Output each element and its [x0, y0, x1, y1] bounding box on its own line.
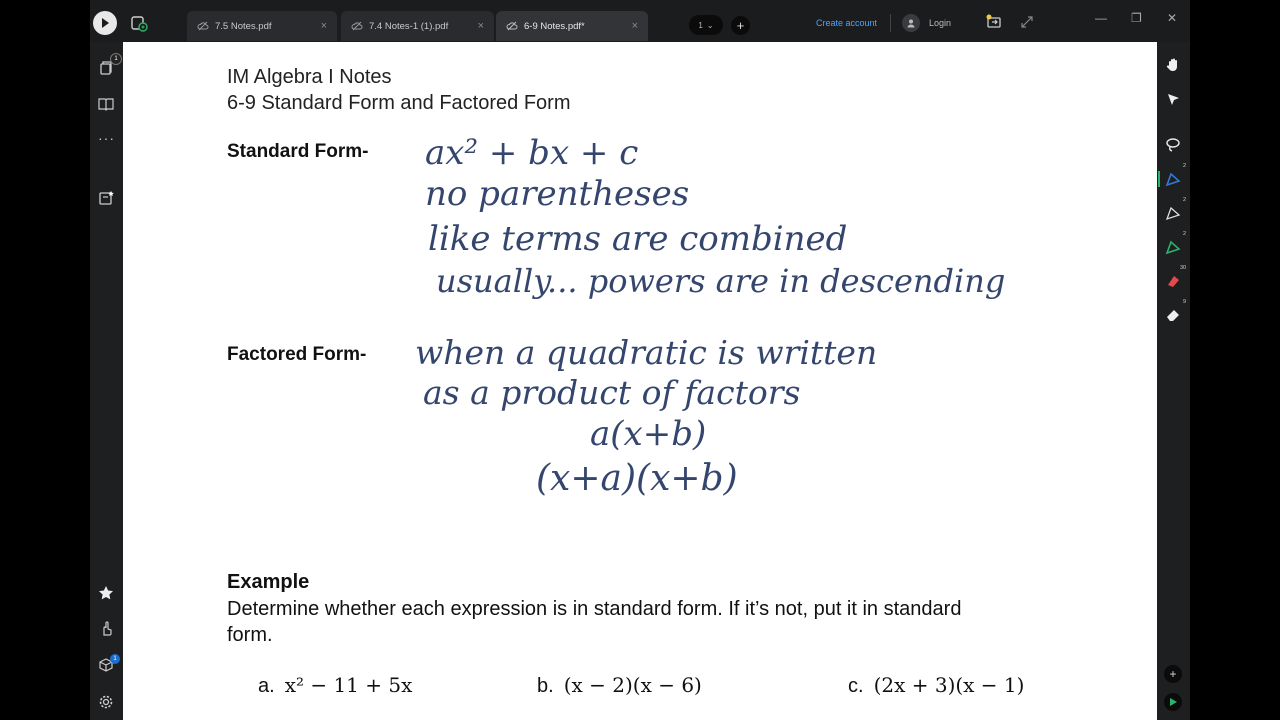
- cloud-icon: [351, 21, 363, 31]
- ink-standard-line-1: ax² + bx + c: [425, 133, 639, 173]
- handwriting-layer: [123, 42, 1157, 562]
- problem-expression: x² − 11 + 5x: [284, 673, 413, 697]
- login-link[interactable]: Login: [929, 18, 952, 28]
- problem-expression: (x − 2)(x − 6): [563, 673, 702, 697]
- problem-c: [848, 673, 1024, 698]
- ink-factored-line-3: a(x+b): [590, 414, 707, 454]
- create-account-link[interactable]: Create account: [816, 18, 878, 28]
- title-line-1: IM Algebra I Notes: [227, 66, 392, 88]
- pen-green-icon[interactable]: [1165, 239, 1181, 255]
- assistant-icon[interactable]: [1164, 693, 1182, 711]
- pen-size: 30: [1180, 265, 1187, 271]
- tab-label: 7.4 Notes-1 (1).pdf: [369, 20, 449, 32]
- eraser-icon[interactable]: [1165, 307, 1181, 323]
- pen-black-icon[interactable]: [1165, 205, 1181, 221]
- highlighter-icon[interactable]: [1165, 273, 1181, 289]
- tab-7-5-notes[interactable]: [187, 11, 337, 41]
- tab-7-4-notes[interactable]: [341, 11, 494, 41]
- factored-form-label: Factored Form-: [227, 344, 367, 365]
- problem-letter: c.: [848, 675, 864, 697]
- example-instructions: Determine whether each expression is in standard form. If it’s not, put it in standard form.: [227, 598, 962, 646]
- notification-badge: 1: [110, 654, 120, 664]
- app-logo-icon[interactable]: [93, 11, 117, 35]
- close-icon[interactable]: ×: [631, 20, 638, 32]
- pen-size: 2: [1183, 231, 1187, 237]
- cloud-icon: [506, 21, 518, 31]
- cloud-icon: [197, 21, 209, 31]
- ink-factored-line-2: as a product of factors: [423, 373, 801, 412]
- close-window-icon[interactable]: ✕: [1167, 11, 1178, 25]
- problem-letter: b.: [537, 675, 554, 697]
- title-line-2: 6-9 Standard Form and Factored Form: [227, 92, 571, 114]
- expand-icon[interactable]: [1019, 14, 1035, 30]
- tab-6-9-notes[interactable]: [496, 11, 648, 41]
- present-icon[interactable]: [986, 14, 1002, 30]
- hand-point-icon[interactable]: [98, 621, 114, 637]
- ink-factored-line-1: when a quadratic is written: [415, 333, 878, 372]
- page-count: 1: [698, 20, 703, 30]
- problem-expression: (2x + 3)(x − 1): [873, 673, 1025, 697]
- add-tab-button[interactable]: +: [731, 16, 750, 35]
- active-tool-indicator: [1158, 171, 1160, 187]
- notes-icon[interactable]: [98, 190, 114, 206]
- add-page-button[interactable]: +: [1164, 665, 1182, 683]
- restore-icon[interactable]: ❐: [1131, 11, 1142, 25]
- problem-b: [537, 673, 702, 698]
- pen-size: 2: [1183, 163, 1187, 169]
- page-menu-button[interactable]: [689, 15, 723, 35]
- tab-label: 7.5 Notes.pdf: [215, 20, 272, 32]
- title-bar: [90, 0, 1190, 42]
- gear-icon[interactable]: [98, 694, 114, 710]
- book-icon[interactable]: [98, 96, 114, 112]
- close-icon[interactable]: ×: [320, 20, 327, 32]
- example-heading: Example: [227, 571, 310, 593]
- chevron-down-icon: ⌄: [706, 20, 714, 30]
- ink-standard-line-3: like terms are combined: [428, 219, 848, 259]
- hand-pan-icon[interactable]: [1165, 57, 1181, 73]
- pen-size: 2: [1183, 197, 1187, 203]
- tab-label: 6-9 Notes.pdf*: [524, 20, 585, 32]
- left-sidebar: [90, 42, 122, 720]
- pages-badge: 1: [110, 53, 122, 65]
- new-document-icon[interactable]: [130, 14, 148, 32]
- cursor-icon[interactable]: [1165, 91, 1181, 107]
- standard-form-label: Standard Form-: [227, 141, 369, 162]
- problem-a: [258, 673, 412, 698]
- more-options-icon[interactable]: ···: [98, 130, 115, 146]
- ink-factored-line-4: (x+a)(x+b): [536, 458, 738, 499]
- ink-standard-line-4: usually... powers are in descending: [436, 262, 1006, 300]
- ink-standard-line-2: no parentheses: [425, 174, 690, 214]
- pen-blue-icon[interactable]: [1165, 171, 1181, 187]
- problem-letter: a.: [258, 675, 275, 697]
- star-icon[interactable]: [98, 585, 114, 601]
- lasso-icon[interactable]: [1165, 137, 1181, 153]
- right-toolbar: [1157, 42, 1190, 720]
- minimize-icon[interactable]: —: [1095, 11, 1107, 25]
- document-page[interactable]: [123, 42, 1157, 720]
- pen-size: 9: [1183, 299, 1187, 305]
- divider: [890, 14, 891, 32]
- user-avatar-icon[interactable]: [902, 14, 920, 32]
- close-icon[interactable]: ×: [477, 20, 484, 32]
